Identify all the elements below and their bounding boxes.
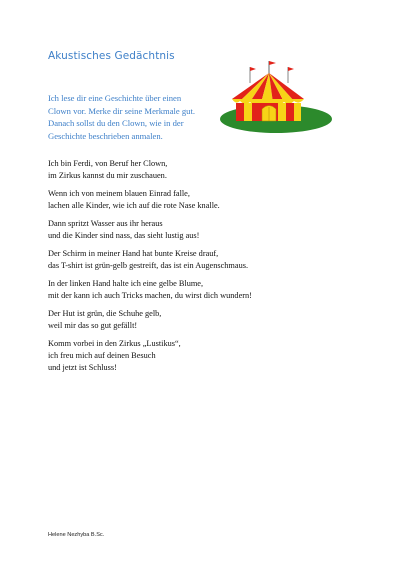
poem-line: Wenn ich von meinem blauen Einrad falle, bbox=[48, 189, 190, 198]
poem-line: und die Kinder sind nass, das sieht lustig aus! bbox=[48, 231, 200, 240]
stanza bbox=[48, 278, 368, 302]
poem bbox=[48, 158, 368, 380]
poem-line: Der Hut ist grün, die Schuhe gelb, bbox=[48, 309, 162, 318]
flag-icon bbox=[250, 67, 256, 71]
poem-line: weil mir das so gut gefällt! bbox=[48, 321, 138, 330]
instruction-line: Ich lese dir eine Geschichte über einen bbox=[48, 93, 182, 103]
flag-icon bbox=[269, 61, 276, 65]
poem-line: das T-shirt ist grün-gelb gestreift, das ist ein Augenschmaus. bbox=[48, 261, 249, 270]
poem-line: im Zirkus kannst du mir zuschauen. bbox=[48, 171, 167, 180]
poem-line: In der linken Hand halte ich eine gelbe Blume, bbox=[48, 279, 204, 288]
page-title: Akustisches Gedächtnis bbox=[48, 50, 175, 62]
stanza bbox=[48, 188, 368, 212]
circus-tent-illustration bbox=[218, 55, 334, 137]
tent-roof bbox=[232, 73, 304, 103]
tent-entrance bbox=[260, 103, 278, 121]
poem-line: mit der kann ich auch Tricks machen, du wirst dich wundern! bbox=[48, 291, 252, 300]
poem-line: ich freu mich auf deinen Besuch bbox=[48, 351, 156, 360]
instruction-line: Clown vor. Merke dir seine Merkmale gut. bbox=[48, 105, 196, 116]
author-footer: Helene Nezhyba B.Sc. bbox=[48, 532, 105, 538]
poem-line: und jetzt ist Schluss! bbox=[48, 363, 117, 372]
instruction-line: Danach sollst du den Clown, wie in der bbox=[48, 118, 184, 128]
stanza bbox=[48, 308, 368, 332]
instruction-line: Geschichte beschrieben anmalen. bbox=[48, 130, 163, 141]
stanza bbox=[48, 248, 368, 272]
flag-icon bbox=[288, 67, 294, 71]
stanza bbox=[48, 158, 368, 182]
poem-line: lachen alle Kinder, wie ich auf die rote Nase knalle. bbox=[48, 201, 220, 210]
poem-line: Dann spritzt Wasser aus ihr heraus bbox=[48, 219, 163, 228]
stanza bbox=[48, 338, 368, 374]
stanza bbox=[48, 218, 368, 242]
poem-line: Der Schirm in meiner Hand hat bunte Kreise drauf, bbox=[48, 249, 219, 258]
poem-line: Ich bin Ferdi, von Beruf her Clown, bbox=[48, 159, 168, 168]
poem-line: Komm vorbei in den Zirkus „Lustikus“, bbox=[48, 339, 181, 348]
